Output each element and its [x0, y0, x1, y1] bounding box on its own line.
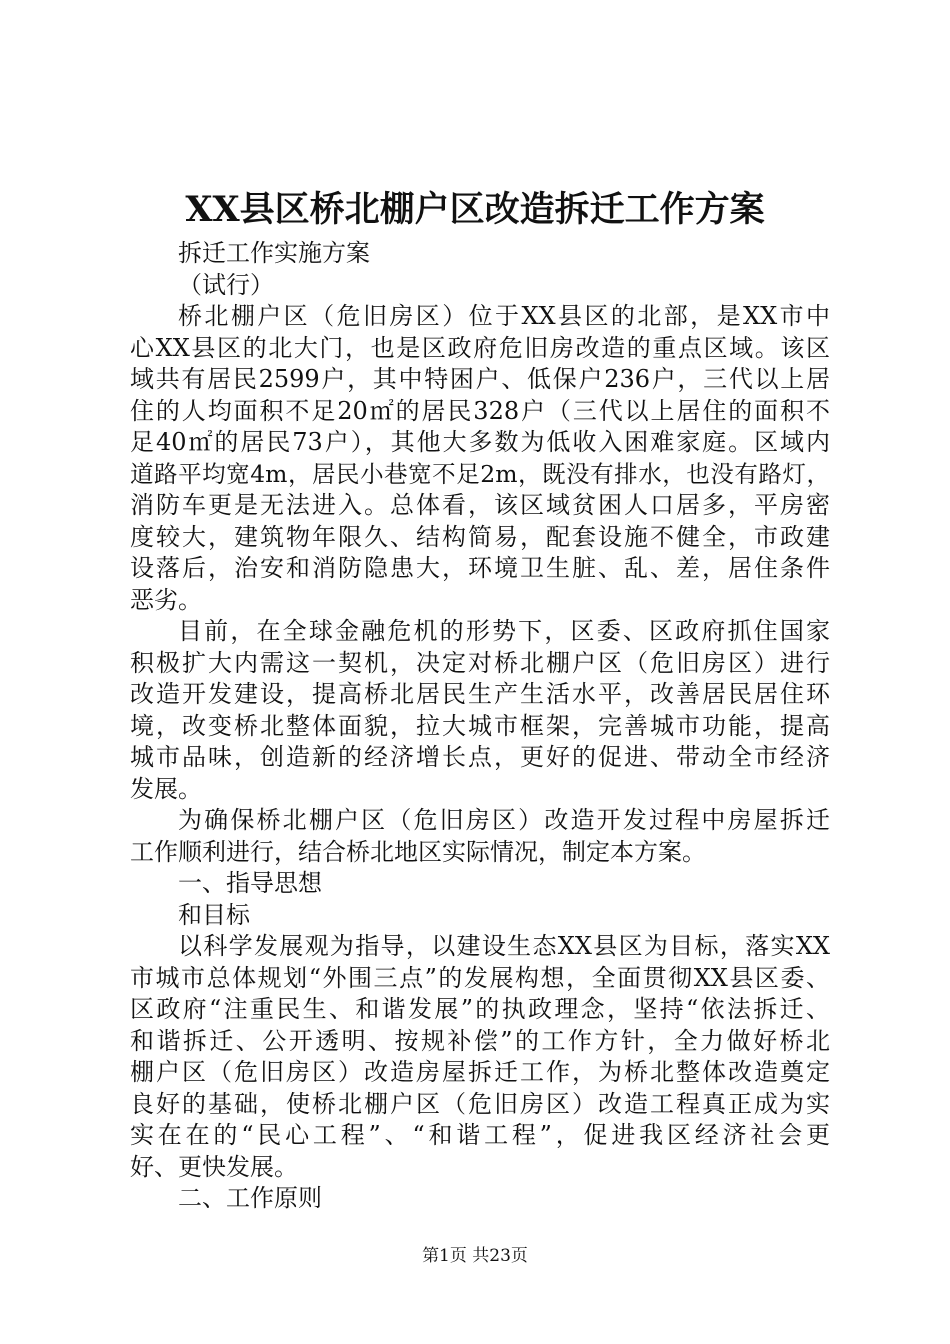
- text-line: 以科学发展观为指导，以建设生态XX县区为目标，落实XX: [178, 932, 830, 960]
- text-line: 和目标: [178, 900, 250, 929]
- text-line: 区政府“注重民生、和谐发展”的执政理念，坚持“依法拆迁、: [130, 995, 830, 1023]
- text-line: 和谐拆迁、公开透明、按规补偿”的工作方针，全力做好桥北: [130, 1026, 830, 1055]
- text-line: 住的人均面积不足20㎡的居民328户（三代以上居住的面积不: [130, 396, 830, 425]
- page-footer: 第1页 共23页: [422, 1246, 528, 1266]
- text-line: 实在在的“民心工程”、“和谐工程”，促进我区经济社会更: [130, 1121, 830, 1149]
- text-line: 市城市总体规划“外围三点”的发展构想，全面贯彻XX县区委、: [130, 963, 830, 992]
- text-line: 一、指导思想: [178, 869, 322, 897]
- text-line: 拆迁工作实施方案: [178, 239, 370, 267]
- document-body: [130, 238, 830, 1215]
- text-line: 桥北棚户区（危旧房区）位于XX县区的北部，是XX市中: [178, 302, 830, 330]
- text-line: 设落后，治安和消防隐患大，环境卫生脏、乱、差，居住条件: [130, 554, 830, 582]
- text-line: 目前，在全球金融危机的形势下，区委、区政府抓住国家: [178, 617, 830, 645]
- text-line: 城市品味，创造新的经济增长点，更好的促进、带动全市经济: [130, 743, 830, 771]
- text-line: 域共有居民2599户，其中特困户、低保户236户，三代以上居: [130, 365, 830, 393]
- text-line: 二、工作原则: [178, 1184, 322, 1212]
- text-line: 发展。: [130, 774, 202, 803]
- text-line: 道路平均宽4m，居民小巷宽不足2m，既没有排水，也没有路灯，: [130, 459, 830, 488]
- text-line: 好、更快发展。: [130, 1152, 298, 1181]
- text-line: 足40㎡的居民73户），其他大多数为低收入困难家庭。区域内: [130, 428, 830, 456]
- text-line: 恶劣。: [130, 585, 202, 614]
- text-line: 积极扩大内需这一契机，决定对桥北棚户区（危旧房区）进行: [130, 648, 830, 677]
- text-line: 为确保桥北棚户区（危旧房区）改造开发过程中房屋拆迁: [178, 806, 830, 834]
- text-line: 棚户区（危旧房区）改造房屋拆迁工作，为桥北整体改造奠定: [130, 1058, 830, 1086]
- text-line: 消防车更是无法进入。总体看，该区域贫困人口居多，平房密: [130, 491, 830, 519]
- text-line: 良好的基础，使桥北棚户区（危旧房区）改造工程真正成为实: [130, 1089, 830, 1118]
- text-line: 心XX县区的北大门，也是区政府危旧房改造的重点区域。该区: [130, 333, 830, 362]
- text-line: 境，改变桥北整体面貌，拉大城市框架，完善城市功能，提高: [130, 711, 830, 740]
- text-line: 工作顺利进行，结合桥北地区实际情况，制定本方案。: [130, 837, 706, 866]
- document-title: XX县区桥北棚户区改造拆迁工作方案: [185, 189, 765, 230]
- text-line: 改造开发建设，提高桥北居民生产生活水平，改善居民居住环: [130, 680, 830, 708]
- text-line: 度较大，建筑物年限久、结构简易，配套设施不健全，市政建: [130, 522, 830, 551]
- text-line: （试行）: [178, 270, 274, 299]
